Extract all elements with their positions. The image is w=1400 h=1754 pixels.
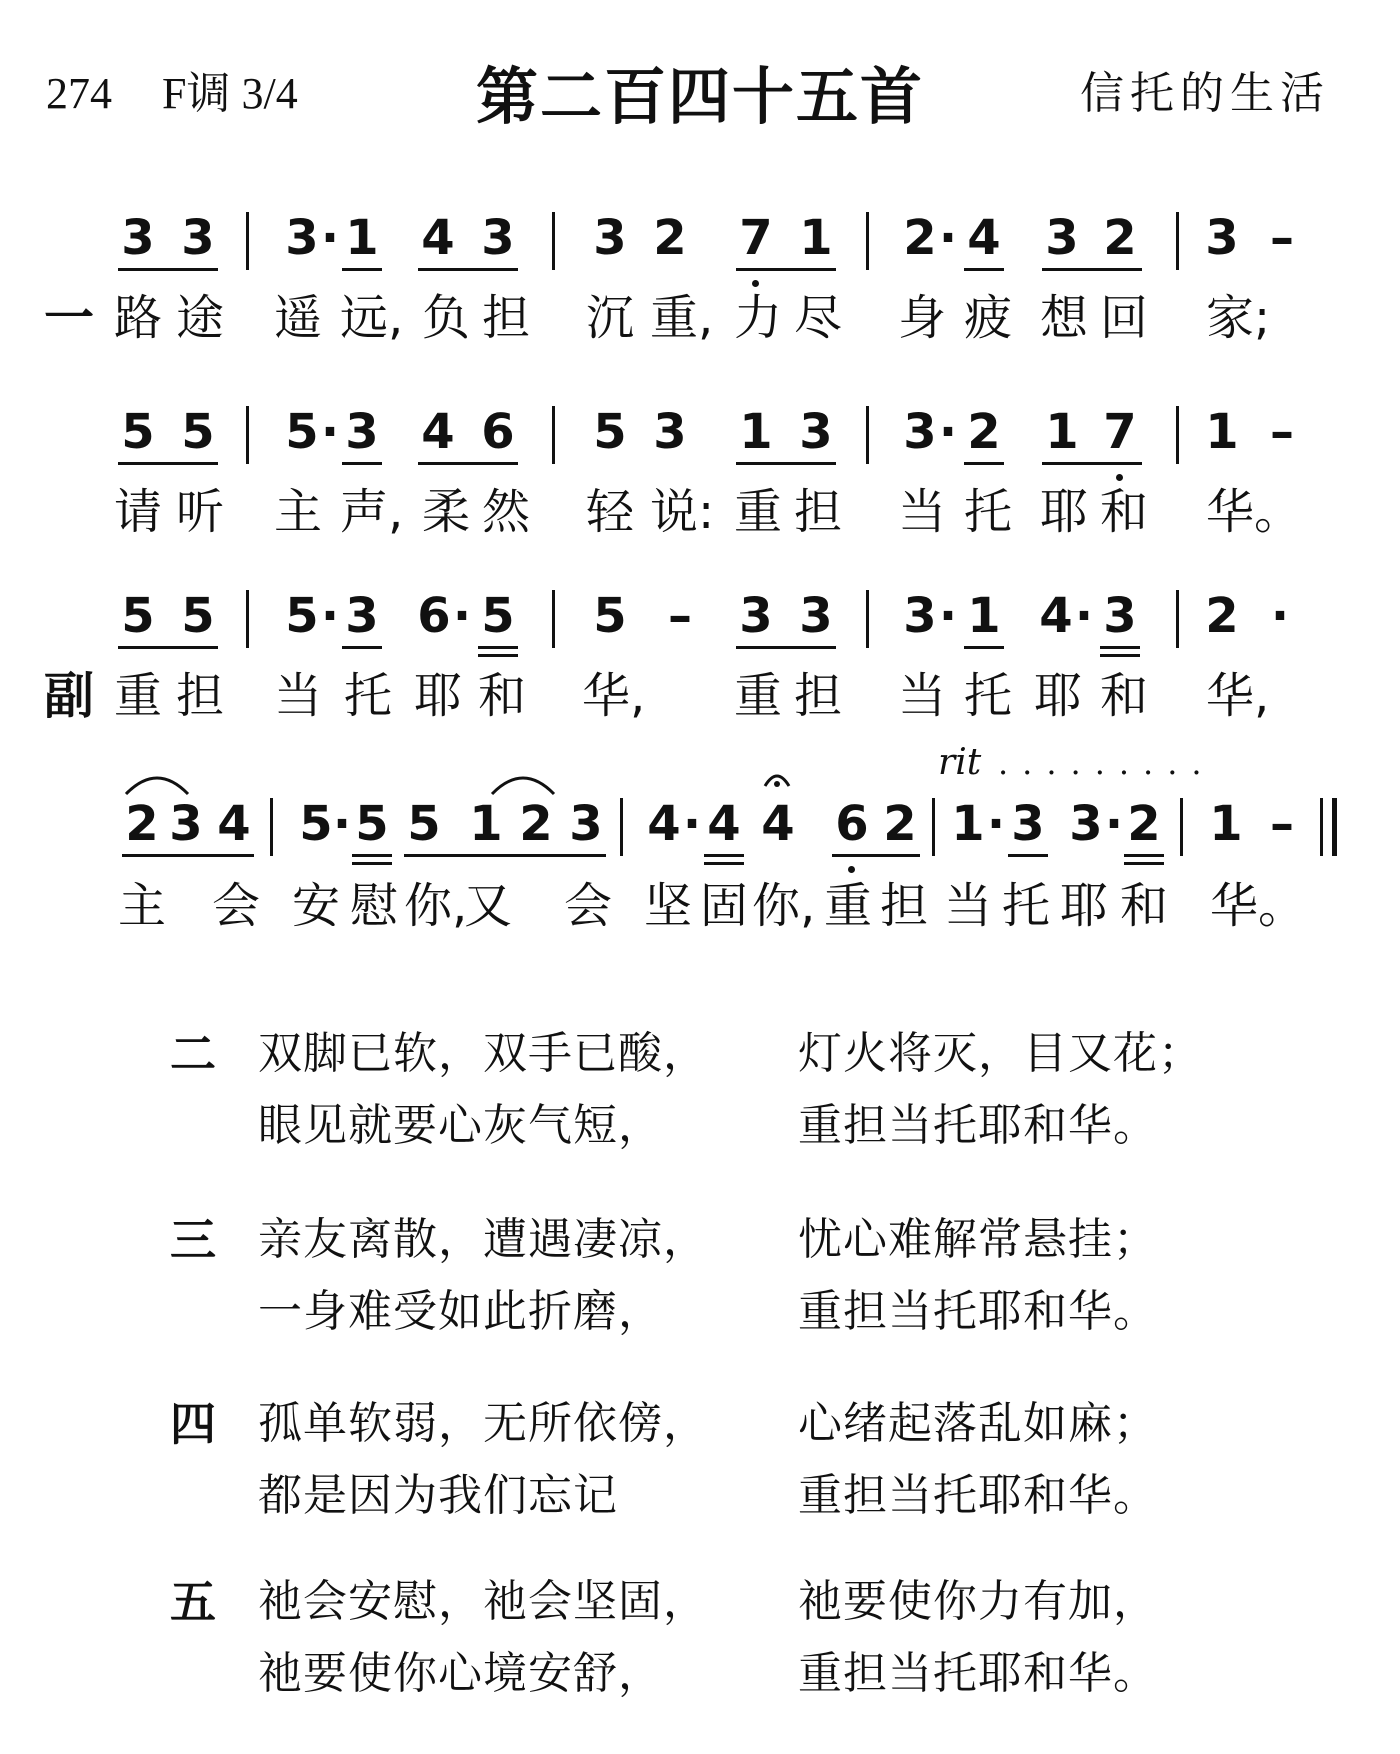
lyric: 耶 xyxy=(1059,878,1108,934)
beam xyxy=(418,462,518,465)
lyric: 请 xyxy=(113,484,162,540)
final-bar-thin xyxy=(1320,798,1323,856)
low-octave-dot xyxy=(1116,474,1123,481)
note: 5 xyxy=(285,404,319,460)
note: 3 xyxy=(121,210,155,266)
page-title: 第二百四十五首 xyxy=(475,60,924,133)
dot: · xyxy=(1270,588,1290,644)
note: 5 xyxy=(299,796,333,852)
note: 5 xyxy=(285,588,319,644)
lyric: 华, xyxy=(582,668,646,724)
note: 3 xyxy=(1205,210,1239,266)
bar-line xyxy=(246,212,249,270)
lyric: 又 xyxy=(463,878,512,934)
verse-line: 祂要使你心境安舒， xyxy=(258,1648,663,1699)
dot: · xyxy=(1074,588,1094,644)
dot: · xyxy=(320,404,340,460)
lyric: 疲 xyxy=(963,290,1012,346)
note: 3 xyxy=(169,796,203,852)
verse-line: 重担当托耶和华。 xyxy=(798,1648,1158,1699)
beam xyxy=(118,462,218,465)
lyric: 柔 xyxy=(421,484,470,540)
note: 3 xyxy=(1069,796,1103,852)
bar-line xyxy=(1176,212,1179,270)
lyric: 负 xyxy=(421,290,470,346)
hymn-number: 274 xyxy=(46,69,112,118)
lyric: 说: xyxy=(650,484,715,540)
lyric: 华, xyxy=(1206,668,1270,724)
lyric: 远, xyxy=(340,290,404,346)
lyric: 担 xyxy=(879,878,928,934)
lyric: 和 xyxy=(1119,878,1168,934)
beam xyxy=(964,462,1004,465)
note: 5 xyxy=(593,404,627,460)
dot: · xyxy=(1104,796,1124,852)
beam xyxy=(1100,654,1140,657)
lyric: 和 xyxy=(1099,484,1148,540)
lyric: 担 xyxy=(175,668,224,724)
note: 2 xyxy=(903,210,937,266)
note: 5 xyxy=(181,588,215,644)
note: 3 xyxy=(593,210,627,266)
dot: · xyxy=(938,210,958,266)
beam xyxy=(736,646,836,649)
note: 1 xyxy=(1209,796,1243,852)
note: 3 xyxy=(903,404,937,460)
note: 5 xyxy=(355,796,389,852)
bar-line xyxy=(270,798,273,856)
lyric: 重 xyxy=(733,668,782,724)
note: 3 xyxy=(569,796,603,852)
verse-line: 重担当托耶和华。 xyxy=(798,1286,1158,1337)
note: 1 xyxy=(469,796,503,852)
hold-dash: – xyxy=(668,588,692,644)
lyric: 安 xyxy=(291,878,340,934)
note: 3 xyxy=(903,588,937,644)
bar-line xyxy=(866,590,869,648)
note: 6 xyxy=(417,588,451,644)
lyric: 重 xyxy=(733,484,782,540)
verse-line: 心绪起落乱如麻； xyxy=(798,1398,1158,1449)
bar-line xyxy=(552,212,555,270)
verse-line: 双脚已软，双手已酸， xyxy=(258,1028,708,1079)
lyric: 和 xyxy=(477,668,526,724)
note: 2 xyxy=(125,796,159,852)
verse-line: 祂要使你力有加， xyxy=(798,1576,1158,1627)
beam xyxy=(1124,854,1164,857)
beam xyxy=(1008,854,1048,857)
notes-row xyxy=(0,794,1400,864)
note: 3 xyxy=(799,404,833,460)
lyric: 托 xyxy=(963,484,1012,540)
lyric: 路 xyxy=(113,290,162,346)
lyric: 坚 xyxy=(643,878,692,934)
lyric: 回 xyxy=(1099,290,1148,346)
lyric: 华。 xyxy=(1210,878,1307,934)
note: 7 xyxy=(739,210,773,266)
lyric: 然 xyxy=(481,484,530,540)
note: 2 xyxy=(653,210,687,266)
lyric: 主 xyxy=(273,484,322,540)
note: 4 xyxy=(967,210,1001,266)
beam xyxy=(478,646,518,649)
note: 6 xyxy=(835,796,869,852)
note: 3 xyxy=(481,210,515,266)
note: 1 xyxy=(967,588,1001,644)
verse-number: 四 xyxy=(170,1397,216,1451)
note: 1 xyxy=(799,210,833,266)
note: 4 xyxy=(707,796,741,852)
note: 1 xyxy=(951,796,985,852)
verse-line: 重担当托耶和华。 xyxy=(798,1100,1158,1151)
lyric: 重, xyxy=(650,290,714,346)
dot: · xyxy=(682,796,702,852)
beam xyxy=(1042,268,1142,271)
verse-line: 一身难受如此折磨， xyxy=(258,1286,663,1337)
note: 2 xyxy=(1205,588,1239,644)
chorus-label: 副 xyxy=(44,667,94,725)
bar-line xyxy=(620,798,623,856)
lyric: 托 xyxy=(963,668,1012,724)
lyric: 重 xyxy=(823,878,872,934)
lyric: 耶 xyxy=(1033,668,1082,724)
note: 2 xyxy=(1127,796,1161,852)
beam xyxy=(118,646,218,649)
beam xyxy=(418,268,518,271)
note: 2 xyxy=(1103,210,1137,266)
lyric: 遥 xyxy=(273,290,322,346)
lyric: 尽 xyxy=(793,290,842,346)
lyric: 重 xyxy=(113,668,162,724)
lyric: 担 xyxy=(793,484,842,540)
beam xyxy=(1124,862,1164,865)
lyric: 耶 xyxy=(1039,484,1088,540)
note: 1 xyxy=(1205,404,1239,460)
lyric: 担 xyxy=(793,668,842,724)
note: 3 xyxy=(653,404,687,460)
lyric: 和 xyxy=(1099,668,1148,724)
verse-line: 孤单软弱，无所依傍， xyxy=(258,1398,708,1449)
beam xyxy=(964,646,1004,649)
lyric: 身 xyxy=(897,290,946,346)
lyric: 想 xyxy=(1039,290,1088,346)
fermata xyxy=(762,764,792,794)
beam xyxy=(832,854,920,857)
lyric: 固 xyxy=(699,878,748,934)
note: 5 xyxy=(481,588,515,644)
verse-line: 都是因为我们忘记 xyxy=(258,1470,618,1521)
hold-dash: – xyxy=(1270,404,1294,460)
verse-line: 忧心难解常悬挂； xyxy=(798,1214,1158,1265)
note: 4 xyxy=(1039,588,1073,644)
verse-line: 灯火将灭，目又花； xyxy=(798,1028,1203,1079)
lyric: 主 xyxy=(117,878,166,934)
beam xyxy=(122,854,254,857)
note: 5 xyxy=(181,404,215,460)
dot: · xyxy=(332,796,352,852)
beam xyxy=(1100,646,1140,649)
bar-line xyxy=(1176,590,1179,648)
lyric: 托 xyxy=(1001,878,1050,934)
bar-line xyxy=(552,406,555,464)
dot: · xyxy=(452,588,472,644)
beam xyxy=(352,862,392,865)
beam xyxy=(342,646,382,649)
beam xyxy=(1042,462,1142,465)
notes-row xyxy=(0,402,1400,472)
note: 3 xyxy=(181,210,215,266)
note: 7 xyxy=(1103,404,1137,460)
dot: · xyxy=(938,404,958,460)
note: 1 xyxy=(1045,404,1079,460)
verse-label: 一 xyxy=(44,289,94,347)
beam xyxy=(404,854,606,857)
note: 5 xyxy=(593,588,627,644)
note: 5 xyxy=(407,796,441,852)
lyric: 沉 xyxy=(585,290,634,346)
notes-row xyxy=(0,586,1400,656)
beam xyxy=(118,268,218,271)
lyric: 你, xyxy=(404,878,468,934)
lyric: 你, xyxy=(752,878,816,934)
note: 3 xyxy=(739,588,773,644)
note: 4 xyxy=(217,796,251,852)
final-bar-thick xyxy=(1332,798,1337,856)
note: 1 xyxy=(739,404,773,460)
note: 3 xyxy=(285,210,319,266)
dot: · xyxy=(938,588,958,644)
verse-number: 二 xyxy=(170,1027,216,1081)
lyric: 当 xyxy=(943,878,992,934)
beam xyxy=(342,268,382,271)
dot: · xyxy=(986,796,1006,852)
beam xyxy=(342,462,382,465)
note: 3 xyxy=(1103,588,1137,644)
bar-line xyxy=(866,406,869,464)
note: 6 xyxy=(481,404,515,460)
lyric: 担 xyxy=(481,290,530,346)
note: 5 xyxy=(121,404,155,460)
beam xyxy=(704,854,744,857)
lyric: 听 xyxy=(175,484,224,540)
verse-number: 三 xyxy=(170,1213,216,1267)
note: 2 xyxy=(967,404,1001,460)
lyric: 声, xyxy=(340,484,404,540)
lyric: 华。 xyxy=(1206,484,1303,540)
low-octave-dot xyxy=(752,280,759,287)
notes-row xyxy=(0,208,1400,278)
verse-line: 祂会安慰，祂会坚固， xyxy=(258,1576,708,1627)
lyric: 慰 xyxy=(349,878,398,934)
bar-line xyxy=(1176,406,1179,464)
hold-dash: – xyxy=(1270,210,1294,266)
dot: · xyxy=(320,588,340,644)
note: 2 xyxy=(519,796,553,852)
bar-line xyxy=(552,590,555,648)
lyric: 轻 xyxy=(585,484,634,540)
bar-line xyxy=(246,406,249,464)
note: 4 xyxy=(421,210,455,266)
verse-line: 眼见就要心灰气短， xyxy=(258,1100,663,1151)
beam xyxy=(352,854,392,857)
lyric: 当 xyxy=(273,668,322,724)
note: 5 xyxy=(121,588,155,644)
category-label: 信托的生活 xyxy=(1080,68,1330,119)
lyric: 当 xyxy=(897,668,946,724)
key-signature: F调 3/4 xyxy=(162,69,298,118)
lyric: 途 xyxy=(175,290,224,346)
note: 3 xyxy=(799,588,833,644)
beam xyxy=(736,462,836,465)
hold-dash: – xyxy=(1270,796,1294,852)
note: 3 xyxy=(1011,796,1045,852)
note: 3 xyxy=(1045,210,1079,266)
lyric: 当 xyxy=(897,484,946,540)
lyric: 耶 xyxy=(413,668,462,724)
verse-line: 亲友离散，遭遇凄凉， xyxy=(258,1214,708,1265)
note: 3 xyxy=(345,404,379,460)
verse-line: 重担当托耶和华。 xyxy=(798,1470,1158,1521)
tempo-mark: rit xyxy=(938,742,982,783)
bar-line xyxy=(932,798,935,856)
note: 1 xyxy=(345,210,379,266)
note: 3 xyxy=(345,588,379,644)
bar-line xyxy=(866,212,869,270)
lyric: 会 xyxy=(563,878,612,934)
note: 4 xyxy=(761,796,795,852)
dot: · xyxy=(320,210,340,266)
beam xyxy=(704,862,744,865)
beam xyxy=(964,268,1004,271)
rit-extension: ......... xyxy=(998,744,1216,782)
beam xyxy=(736,268,836,271)
lyric: 力 xyxy=(733,290,782,346)
note: 2 xyxy=(883,796,917,852)
low-octave-dot xyxy=(848,866,855,873)
note: 4 xyxy=(647,796,681,852)
beam xyxy=(478,654,518,657)
note: 4 xyxy=(421,404,455,460)
bar-line xyxy=(246,590,249,648)
bar-line xyxy=(1180,798,1183,856)
verse-number: 五 xyxy=(170,1575,216,1629)
lyric: 托 xyxy=(343,668,392,724)
lyric: 家; xyxy=(1206,290,1271,346)
lyric: 会 xyxy=(211,878,260,934)
